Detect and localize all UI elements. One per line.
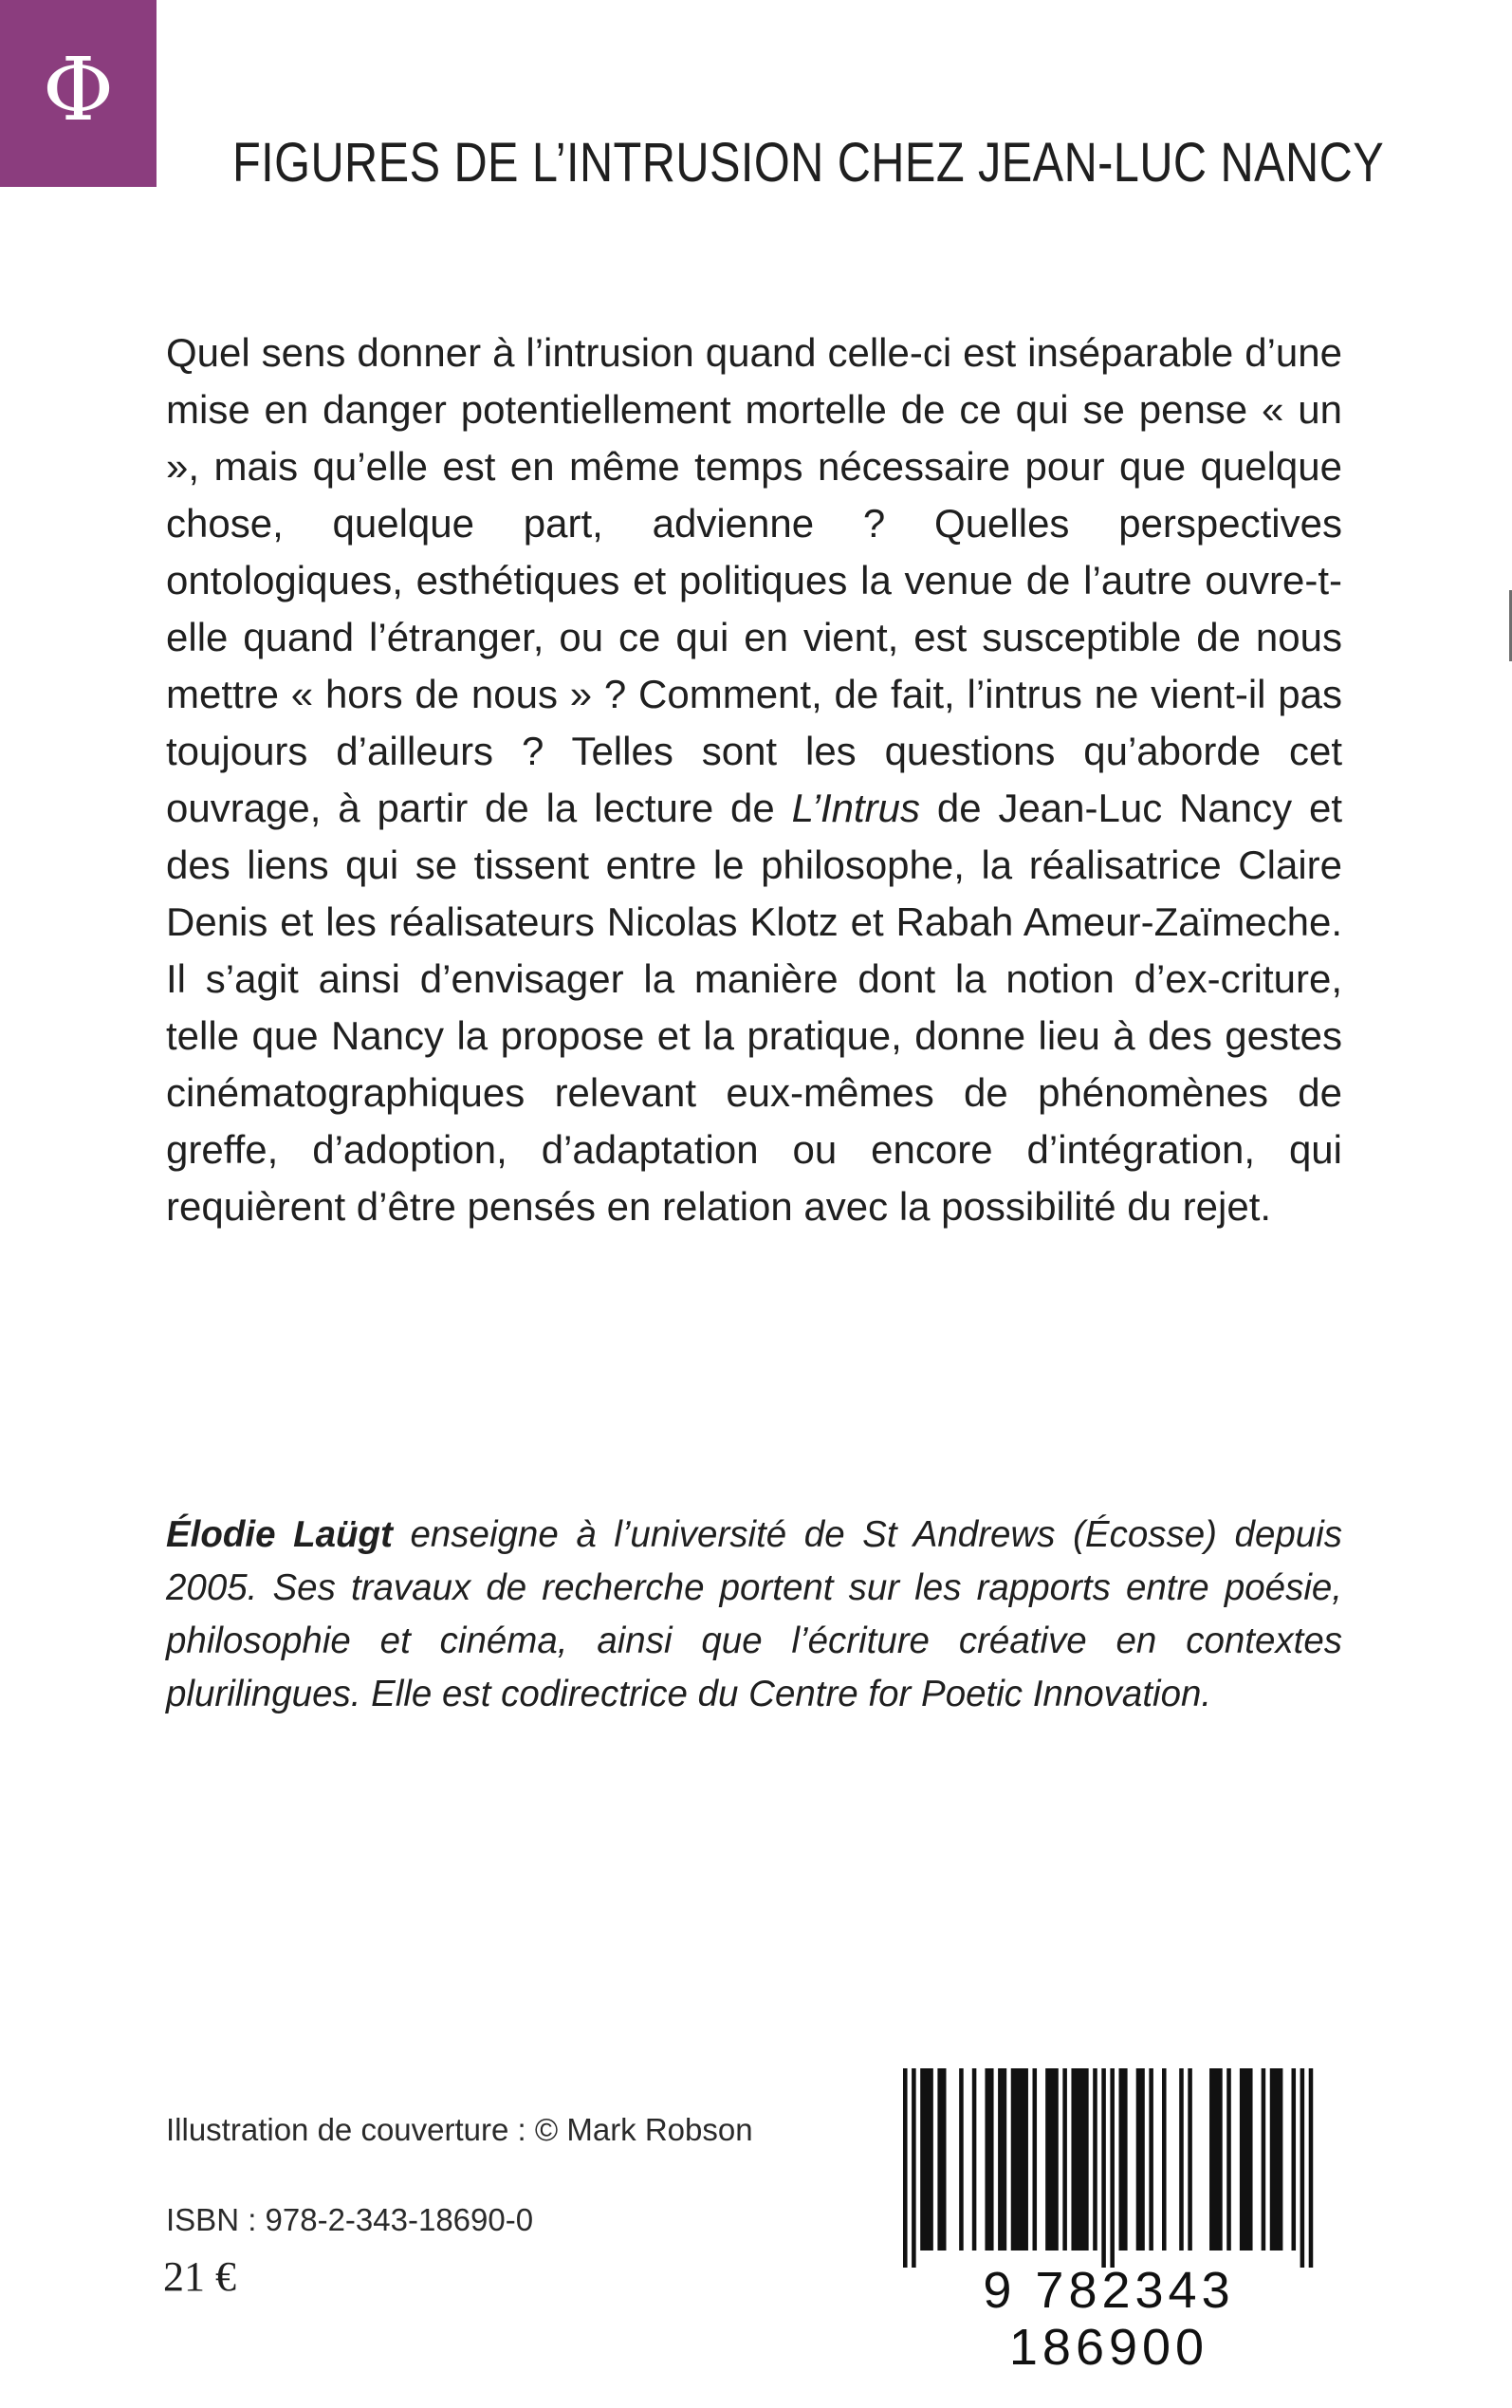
summary-paragraph	[166, 324, 1342, 1235]
barcode-bar-20	[1179, 2068, 1184, 2251]
barcode-bar-9	[1033, 2068, 1038, 2251]
barcode-bar-13	[1093, 2068, 1097, 2251]
barcode-bar-25	[1262, 2068, 1266, 2251]
publisher-logo	[0, 0, 157, 187]
barcode-bar-16	[1119, 2068, 1128, 2251]
isbn-label: ISBN : 978-2-343-18690-0	[166, 2202, 534, 2237]
author-bio-text: enseigne à l’université de St Andrews (Écosse) depuis 2005. Ses travaux de recherche portent sur les rapports entre poésie, philosophie et cinéma, ainsi que l’écriture créative en contextes plurilingues. Elle est codirectrice du Centre for Poetic Innovation.	[166, 1514, 1343, 1714]
cover-illustration-credit: Illustration de couverture : © Mark Robson	[166, 2112, 753, 2147]
barcode-bar-8	[1011, 2068, 1028, 2251]
barcode-bar-22	[1209, 2068, 1223, 2251]
barcode-bar-27	[1292, 2068, 1297, 2251]
barcode-bar-0	[903, 2068, 908, 2268]
barcode-bar-5	[972, 2068, 977, 2251]
barcode-bar-21	[1188, 2068, 1192, 2251]
barcode-digits: 9 782343 186900	[983, 2262, 1235, 2376]
phi-logo-icon: Φ	[42, 38, 115, 140]
barcode-bar-18	[1149, 2068, 1153, 2251]
barcode-bar-14	[1101, 2068, 1106, 2268]
book-title: FIGURES DE L’INTRUSION CHEZ JEAN-LUC NANCY	[232, 132, 1385, 194]
barcode-bar-28	[1300, 2068, 1305, 2268]
barcode-bar-15	[1110, 2068, 1115, 2268]
barcode-bar-11	[1062, 2068, 1067, 2251]
barcode-bar-26	[1270, 2068, 1283, 2251]
barcode-bar-2	[920, 2068, 933, 2251]
barcode-bar-12	[1071, 2068, 1088, 2251]
barcode-bar-19	[1162, 2068, 1167, 2251]
barcode-bars	[882, 2068, 1337, 2268]
barcode	[882, 2068, 1337, 2376]
price-label: 21 €	[163, 2253, 236, 2300]
summary-text-1: Quel sens donner à l’intrusion quand celle-ci est inséparable d’une mise en danger potentiellement mortelle de ce qui se pense « un », mais qu’elle est en même temps nécessaire pour que quelque chose, quelque part, advienne ? Quelles perspectives ontologiques, esthétiques et politiques la venue de l’autre ouvre-t-elle quand l’étranger, ou ce qui en vient, est susceptible de nous mettre « hors de nous » ? Comment, de fait, l’intrus ne vient-il pas toujours d’ailleurs ? Telles sont les questions qu’aborde cet ouvrage, à partir de la lecture de	[166, 330, 1342, 830]
barcode-bar-23	[1226, 2068, 1231, 2251]
barcode-bar-29	[1309, 2068, 1314, 2268]
barcode-bar-7	[998, 2068, 1006, 2251]
barcode-bar-10	[1045, 2068, 1059, 2251]
barcode-bar-3	[937, 2068, 946, 2251]
barcode-bar-17	[1136, 2068, 1145, 2251]
author-name: Élodie Laügt	[166, 1514, 393, 1555]
summary-text-2: de Jean-Luc Nancy et des liens qui se tissent entre le philosophe, la réalisatrice Claire Denis et les réalisateurs Nicolas Klotz et Rabah Ameur-Zaïmeche. Il s’agit ainsi d’envisager la manière dont la notion d’ex-criture, telle que Nancy la propose et la pratique, donne lieu à des gestes cinématographiques relevant eux-mêmes de phénomènes de greffe, d’adoption, d’adaptation ou encore d’intégration, qui requièrent d’être pensés en relation avec la possibilité du rejet.	[166, 786, 1342, 1229]
summary-italic-title: L’Intrus	[791, 786, 921, 830]
barcode-bar-6	[985, 2068, 993, 2251]
author-bio	[166, 1509, 1342, 1721]
barcode-bar-24	[1240, 2068, 1253, 2251]
barcode-bar-4	[959, 2068, 964, 2251]
barcode-bar-1	[912, 2068, 916, 2268]
